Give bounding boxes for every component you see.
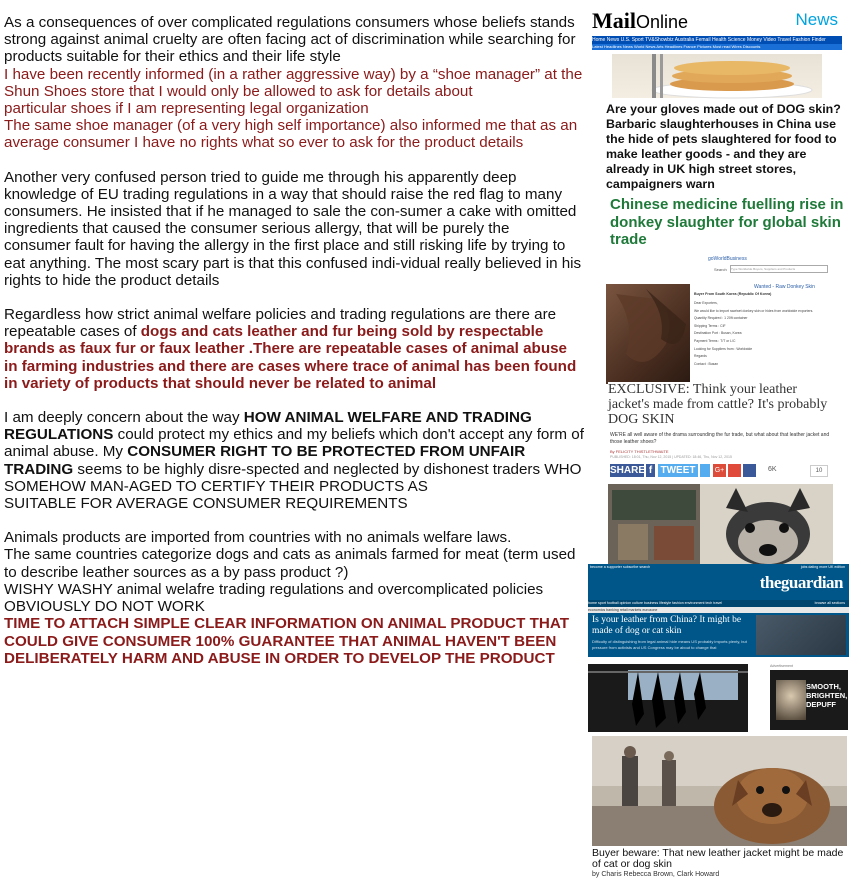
buyer-beware-caption xyxy=(592,848,849,880)
advertisement[interactable] xyxy=(770,670,848,730)
dog-and-shop-photo xyxy=(608,484,833,564)
browse-all-sections-link[interactable]: browse all sections xyxy=(814,601,845,605)
gwb-wanted-title[interactable]: Wanted - Raw Donkey Skin xyxy=(754,284,815,290)
paragraph: Animals products are imported from countries with no animals welfare laws. xyxy=(4,529,512,547)
dog-photo-strip xyxy=(608,484,833,564)
guardian-headline-panel xyxy=(588,613,849,657)
guardian-clipping xyxy=(588,564,849,734)
guardian-header xyxy=(588,564,849,600)
text-run: could protect my ethics and my beliefs which don't accept any form of animal abuse. My xyxy=(4,426,584,461)
gwb-search-input[interactable]: Type Worldwide Buyers, Suppliers and Products xyxy=(730,265,828,273)
paragraph: SUITABLE FOR AVERAGE CONSUMER REQUIREMENTS xyxy=(4,495,408,513)
paragraph: particular shoes if I am representing legal organization xyxy=(4,100,369,118)
gwb-logo: goWorldBusiness xyxy=(708,256,747,262)
share-facebook-button[interactable]: SHARE xyxy=(610,465,646,476)
guardian-subnav[interactable]: economics banking retail markets eurozone xyxy=(588,607,849,613)
twitter-icon xyxy=(700,464,710,477)
gwb-search-label: Search xyxy=(714,267,727,272)
share-count: 6K xyxy=(768,466,777,473)
paragraph: OBVIOUSLY DO NOT WORK xyxy=(4,598,205,616)
buyer-beware-headline[interactable]: Buyer beware: That new leather jacket might be made of cat or dog skin xyxy=(592,847,844,870)
share-icon[interactable] xyxy=(743,464,756,477)
paragraph: consumer fault for having the allergy in the first place and still risking life by trying to eat anything. The most scary part is that this confused indi-vidual really believed in his rights to hide the product details xyxy=(4,237,582,289)
mail-headline[interactable]: Are your gloves made out of DOG skin? Barbaric slaughterhouses in China use the hide of pets slaughtered for food to make leather goods - and they are already in UK high street stores, campaigners warn xyxy=(606,102,841,191)
call-to-action: TIME TO ATTACH SIMPLE CLEAR INFORMATION ON ANIMAL PRODUCT THAT COULD GIVE CONSUMER 100% GUARANTEE THAT ANIMAL HAVEN'T BEEN DELIBERATELY HARM AND ABUSE IN ORDER TO DEVELOP THE PRODUCT xyxy=(4,615,569,667)
cosmetic-product-image xyxy=(776,680,806,720)
comment-count[interactable]: 10 xyxy=(810,465,828,477)
emphasis-text: HOW ANIMAL WELFARE AND TRADING REGULATIONS xyxy=(4,409,532,444)
gwb-buyer-line: Buyer From South Korea (Republic Of Korea) xyxy=(694,292,772,296)
pancakes-photo xyxy=(612,54,822,98)
paragraph: WISHY WASHY animal welafre trading regulations and overcomplicated policies xyxy=(4,580,544,598)
donkey-headline[interactable]: Chinese medicine fuelling rise in donkey slaughter for global skin trade xyxy=(610,196,844,248)
express-byline: By FELICITY THISTLETHWAITE xyxy=(610,449,669,454)
guardian-summary: Difficulty of distinguishing from legal animal hide means US probably imports plenty, but pressure from activists and US Congress may be about to change that xyxy=(592,639,747,650)
ad-label: Advertisement xyxy=(770,664,793,668)
paragraph: Another very confused person tried to guide me through his apparently deep xyxy=(4,168,517,186)
guardian-photo xyxy=(756,615,846,655)
paragraph: The same countries categorize dogs and cats as animals farmed for meat (term used to describe leather sources as a by pass product ?) xyxy=(4,546,576,581)
express-summary: WE'RE all well aware of the drama surrounding the fur trade, but what about that leather jacket and those leather shoes? xyxy=(610,432,830,445)
text-run: repeatable cases of xyxy=(4,323,141,341)
buyer-beware-byline: by Charis Rebecca Brown, Clark Howard xyxy=(592,871,720,878)
article-text xyxy=(4,14,584,667)
mail-subnav-bar[interactable]: Latest Headlines News World News Arts Headlines France Pictures Most read Wires Discounts xyxy=(592,44,842,50)
share-bar xyxy=(610,464,835,477)
guardian-topbar[interactable]: become a supporter subscribe search xyxy=(590,565,651,569)
express-published: PUBLISHED: 18:01, Thu, Nov 12, 2015 | UPDATED: 18:46, Thu, Nov 12, 2015 xyxy=(610,455,732,459)
paragraph: As a consequences of over complicated regulations consumers whose beliefs stands strong against animal cruelty are often facing act of discrimination while searching for products suitable for their ethics and their life style xyxy=(4,14,576,66)
paragraph xyxy=(4,323,584,392)
paragraph xyxy=(4,409,584,495)
text-run: seems to be highly disre-spected and neglected by dishonest traders WHO SOMEHOW MAN-AGED TO CERTIFY THEIR PRODUCTS AS xyxy=(4,460,582,495)
express-headline[interactable]: EXCLUSIVE: Think your leather jacket's made from cattle? It's probably DOG SKIN xyxy=(608,382,828,427)
highlighted-text: dogs and cats leather and fur being sold by respectable brands as faux fur or faux leather .There are repeatable cases of animal abuse in farming industries and there are cases where trace of animal has been found in variety of products that should never be related to animal xyxy=(4,323,577,392)
mail-nav-bar[interactable]: Home News U.S. Sport TV&Showbiz Australia Femail Health Science Money Video Travel Fashion Finder xyxy=(592,36,842,44)
mailonline-clipping xyxy=(592,4,842,191)
ad-copy: SMOOTH, BRIGHTEN, DEPUFF xyxy=(806,682,848,709)
guardian-logo[interactable]: theguardian xyxy=(759,573,843,592)
donkey-skins-photo xyxy=(606,284,690,384)
guardian-nav[interactable]: home sport football opinion culture business lifestyle fashion environment tech travel browse all sections xyxy=(588,600,849,607)
guardian-headline[interactable]: Is your leather from China? It might be made of dog or cat skin xyxy=(592,615,742,636)
googleplus-icon[interactable]: G+ xyxy=(713,464,726,477)
gwb-details: Dear Exporters, We would like to import raw/wet donkey skin or hides from worldwide exporters. Quantity Required : 1 20ft container Shipping Terms : CIF Destination Port : Busan, Korea Payment Terms : T/T or L/C Looking for Suppliers from : Worldwide Regards Contact : Busan xyxy=(694,301,814,366)
facebook-icon: f xyxy=(646,464,655,477)
emphasis-text: CONSUMER RIGHT TO BE PROTECTED FROM UNFAIR TRADING xyxy=(4,443,526,478)
buyer-beware-photo xyxy=(592,736,847,846)
text-run: I am deeply concern about the way xyxy=(4,409,244,427)
tweet-button[interactable]: TWEET xyxy=(658,464,698,477)
email-icon[interactable] xyxy=(728,464,741,477)
news-collage xyxy=(588,0,861,880)
paragraph: The same shoe manager (of a very high self importance) also informed me that as an average consumer I have no rights what so ever to ask for the product details xyxy=(4,117,578,152)
news-section-label: News xyxy=(795,10,838,29)
goworldbusiness-clipping xyxy=(606,256,831,384)
hanging-hides-photo xyxy=(588,664,748,732)
guardian-topbar-right[interactable]: jobs dating more UK edition xyxy=(800,565,845,569)
paragraph: I have been recently informed (in a rather aggressive way) by a “shoe manager” at the Shun Shoes store that I would only be allowed to ask for details about xyxy=(4,65,583,100)
express-clipping xyxy=(608,382,833,482)
mailonline-logo: MailOnline xyxy=(592,8,689,33)
donkey-clipping xyxy=(610,196,850,254)
paragraph: knowledge of EU trading regulations in a way that should raise the red flag to many consumers. He insisted that if he managed to sale the con-sumer a cake with omitted ingredients that caused the consumer serious allergy, that will be purely the xyxy=(4,185,577,238)
paragraph: Regardless how strict animal welfare policies and trading regulations are there are xyxy=(4,306,557,324)
